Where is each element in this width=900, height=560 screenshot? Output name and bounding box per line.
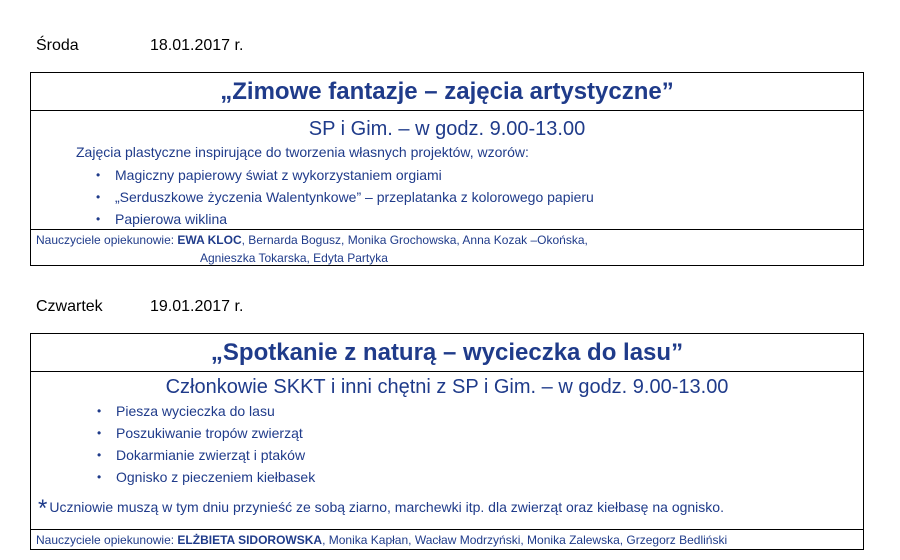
teachers bbox=[31, 530, 863, 549]
bullet-icon: • bbox=[97, 404, 102, 418]
teachers-rest: , Monika Kapłan, Wacław Modrzyński, Monika Zalewska, Grzegorz Bedliński bbox=[322, 533, 728, 547]
asterisk-icon: * bbox=[38, 495, 48, 522]
bullet-icon: • bbox=[96, 212, 101, 226]
bullet-icon: • bbox=[97, 470, 102, 484]
event-box-2 bbox=[30, 333, 864, 550]
list-item: • „Serduszkowe życzenia Walentynkowe” – przeplatanka z kolorowego papieru bbox=[115, 186, 863, 208]
teachers bbox=[31, 230, 863, 267]
event-body bbox=[31, 111, 863, 230]
date: 18.01.2017 r. bbox=[150, 37, 244, 54]
teachers-lead: EWA KLOC bbox=[177, 233, 242, 247]
day-header-1 bbox=[36, 37, 243, 55]
list-item: • Papierowa wiklina bbox=[115, 208, 863, 230]
activity-list bbox=[31, 400, 863, 488]
bullet-icon: • bbox=[97, 448, 102, 462]
event-subtitle: SP i Gim. – w godz. 9.00-13.00 bbox=[308, 118, 586, 140]
day-name: Czwartek bbox=[36, 298, 103, 315]
day-name: Środa bbox=[36, 37, 79, 54]
teachers-label: Nauczyciele opiekunowie: bbox=[36, 533, 175, 547]
teachers-line2: Agnieszka Tokarska, Edyta Partyka bbox=[200, 251, 388, 265]
list-item: • Ognisko z pieczeniem kiełbasek bbox=[116, 466, 863, 488]
teachers-lead: ELŻBIETA SIDOROWSKA bbox=[177, 533, 323, 547]
activity-list bbox=[31, 164, 863, 230]
list-item: • Magiczny papierowy świat z wykorzystaniem orgiami bbox=[115, 164, 863, 186]
event-subtitle: Członkowie SKKT i inni chętni z SP i Gim. – w godz. 9.00-13.00 bbox=[165, 376, 729, 398]
event-title: „Zimowe fantazje – zajęcia artystyczne” bbox=[31, 73, 863, 111]
teachers-rest: , Bernarda Bogusz, Monika Grochowska, Anna Kozak –Okońska, bbox=[241, 233, 588, 247]
note bbox=[31, 492, 863, 520]
list-item: • Dokarmianie zwierząt i ptaków bbox=[116, 444, 863, 466]
day-header-2 bbox=[36, 298, 243, 316]
event-box-1 bbox=[30, 72, 864, 266]
teachers-label: Nauczyciele opiekunowie: bbox=[36, 233, 175, 247]
event-intro: Zajęcia plastyczne inspirujące do tworzenia własnych projektów, wzorów: bbox=[76, 144, 529, 160]
event-body bbox=[31, 372, 863, 530]
list-item: • Piesza wycieczka do lasu bbox=[116, 400, 863, 422]
bullet-icon: • bbox=[97, 426, 102, 440]
list-item: • Poszukiwanie tropów zwierząt bbox=[116, 422, 863, 444]
bullet-icon: • bbox=[96, 190, 101, 204]
note-text: Uczniowie muszą w tym dniu przynieść ze sobą ziarno, marchewki itp. dla zwierząt oraz kiełbasę na ognisko. bbox=[49, 499, 724, 515]
event-title: „Spotkanie z naturą – wycieczka do lasu” bbox=[31, 334, 863, 372]
date: 19.01.2017 r. bbox=[150, 298, 244, 315]
bullet-icon: • bbox=[96, 168, 101, 182]
